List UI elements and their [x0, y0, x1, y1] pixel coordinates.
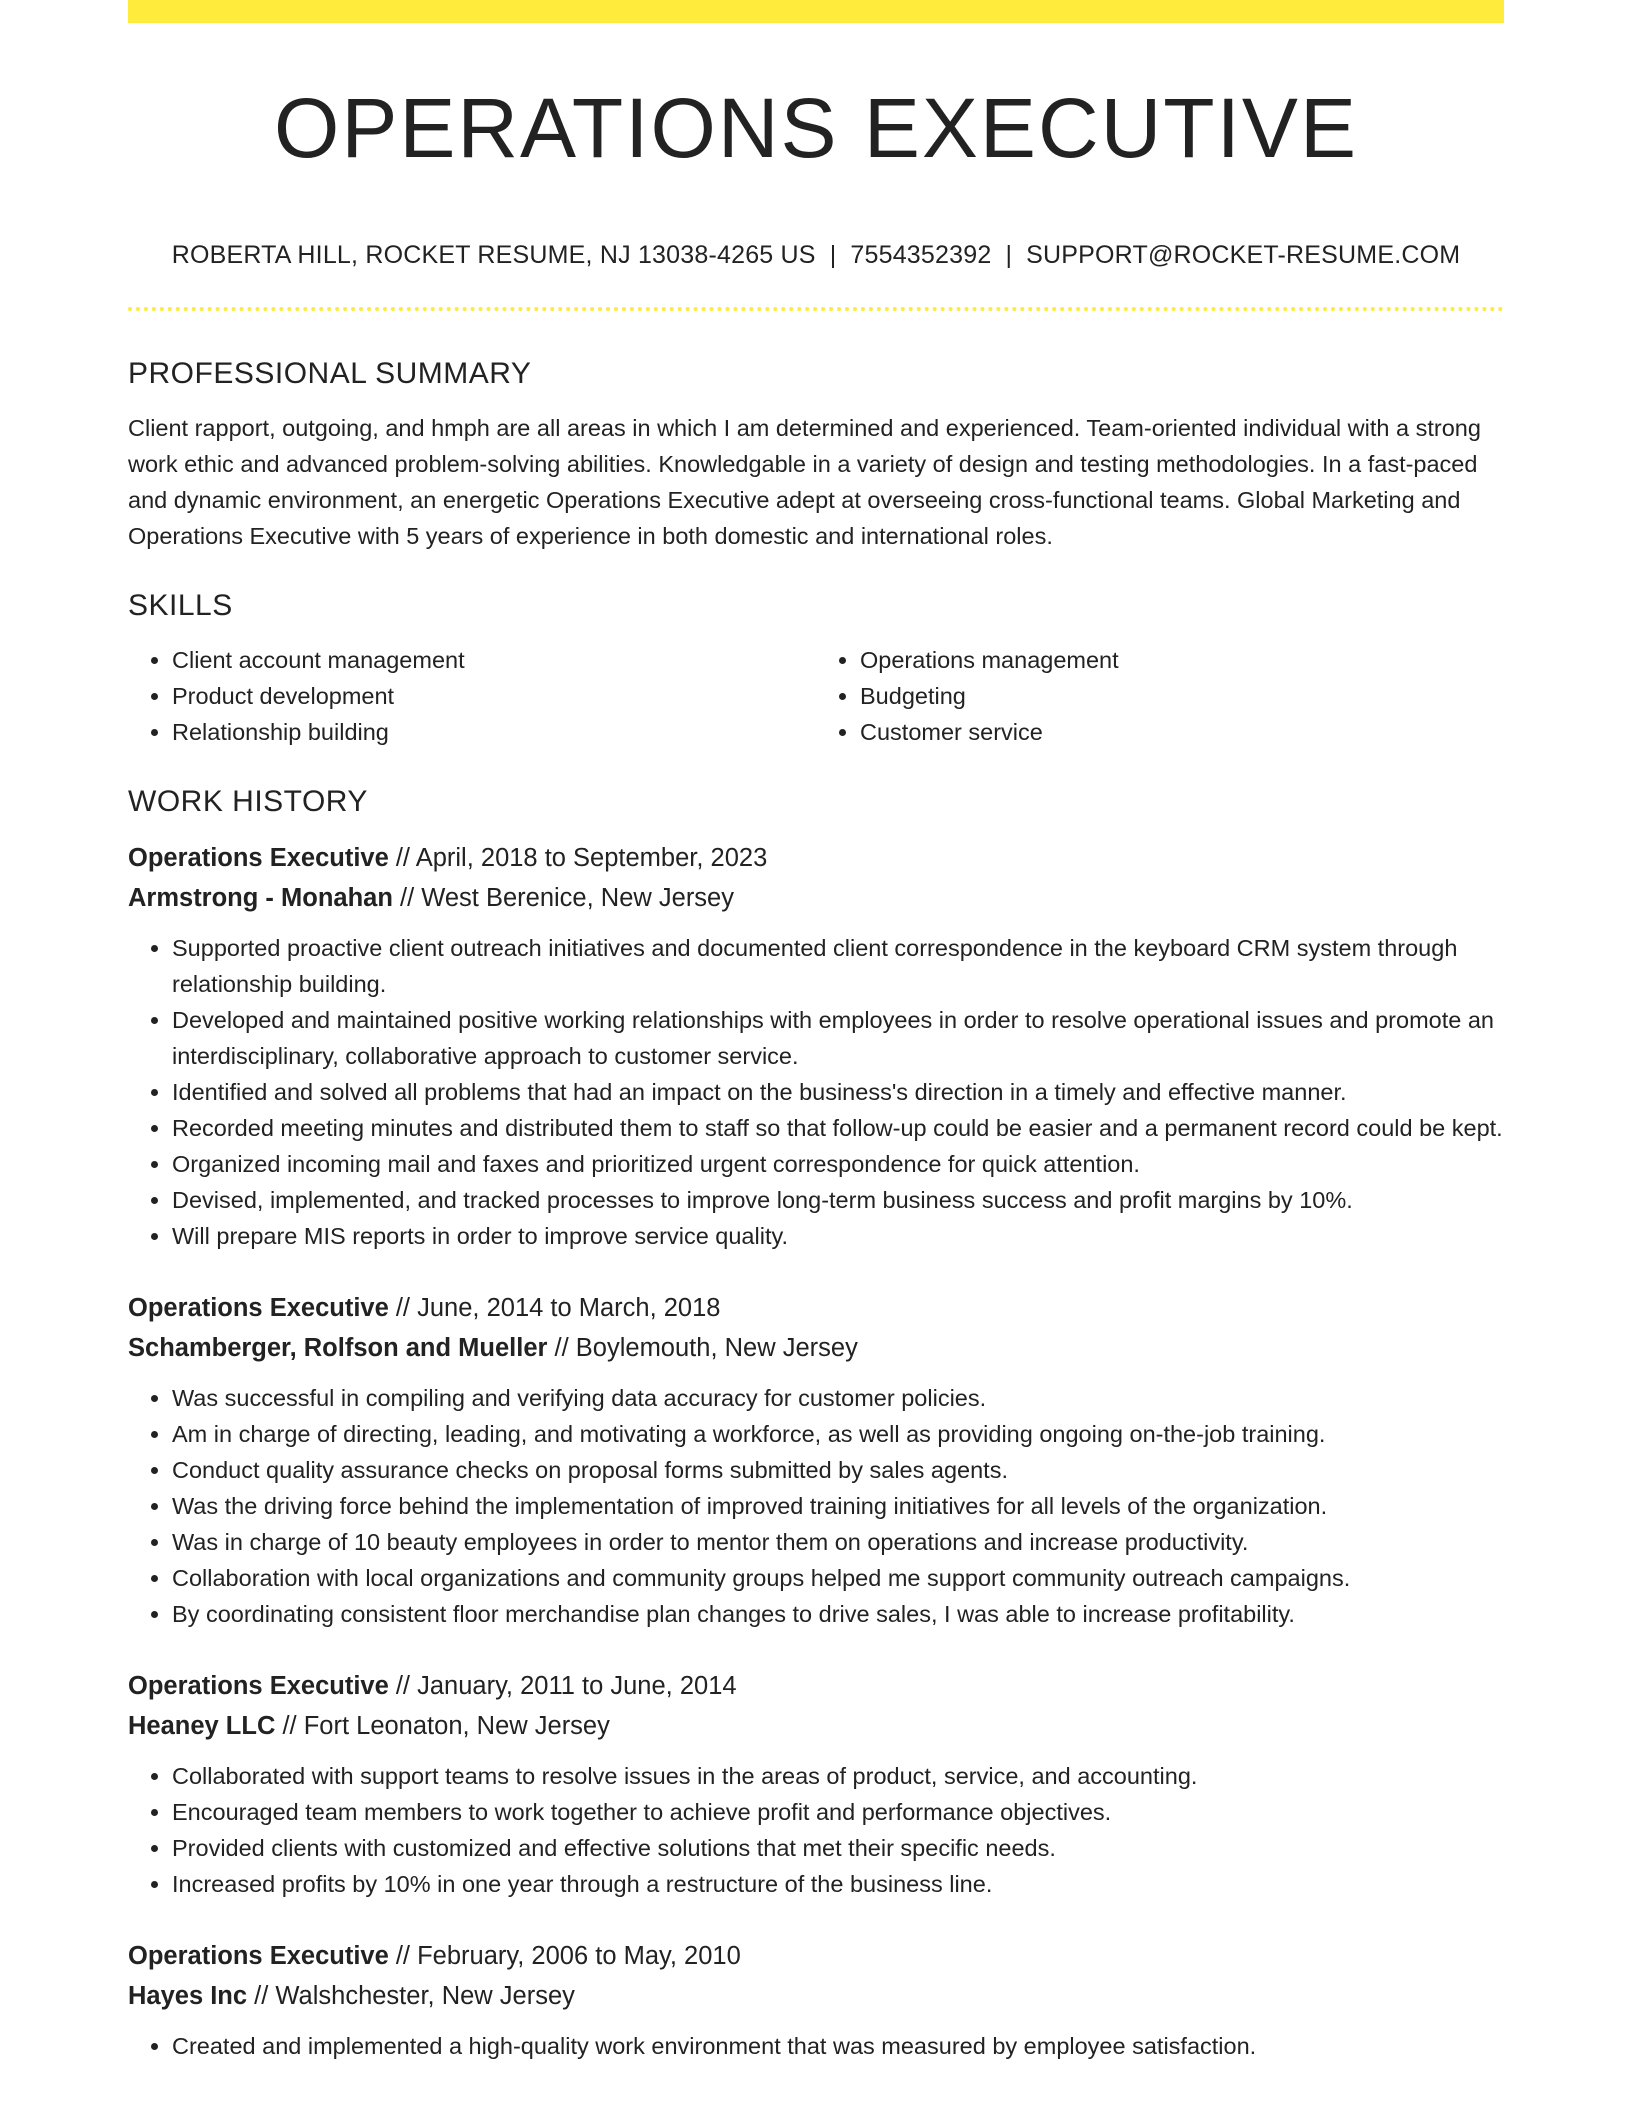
job-dates: February, 2006 to May, 2010 [417, 1942, 741, 1970]
job-bullet: • Increased profits by 10% in one year through a restructure of the business line. [172, 1866, 1504, 1902]
skills-list-right [816, 642, 1504, 750]
job-bullet: • Organized incoming mail and faxes and prioritized urgent correspondence for quick attention. [172, 1146, 1504, 1182]
job-bullet: • Devised, implemented, and tracked processes to improve long-term business success and profit margins by 10%. [172, 1182, 1504, 1218]
job-entry [128, 1936, 1504, 2064]
contact-separator: | [1005, 241, 1013, 269]
job-separator: // [388, 1942, 418, 1970]
job-separator: // [388, 844, 416, 872]
job-separator: // [547, 1334, 576, 1362]
job-bullet: • Provided clients with customized and effective solutions that met their specific needs. [172, 1830, 1504, 1866]
job-bullets [128, 2028, 1504, 2064]
contact-address: ROBERTA HILL, ROCKET RESUME, NJ 13038-4265 US [171, 241, 816, 269]
job-bullets [128, 930, 1504, 1254]
job-bullet: • Am in charge of directing, leading, and motivating a workforce, as well as providing ongoing on-the-job training. [172, 1416, 1504, 1452]
job-location: West Berenice, New Jersey [421, 884, 734, 912]
job-entry [128, 1288, 1504, 1632]
job-dates: June, 2014 to March, 2018 [417, 1294, 721, 1322]
job-bullet: • Collaboration with local organizations and community groups helped me support community outreach campaigns. [172, 1560, 1504, 1596]
job-bullet: • Supported proactive client outreach initiatives and documented client correspondence in the keyboard CRM system through relationship building. [172, 930, 1504, 1002]
job-entry [128, 1666, 1504, 1902]
job-bullet: • Was in charge of 10 beauty employees in order to mentor them on operations and increase productivity. [172, 1524, 1504, 1560]
job-separator: // [275, 1712, 304, 1740]
job-bullet: • Developed and maintained positive working relationships with employees in order to resolve operational issues and promote an interdisciplinary, collaborative approach to customer service. [172, 1002, 1504, 1074]
skills-list-left [128, 642, 816, 750]
job-bullet: • Created and implemented a high-quality work environment that was measured by employee satisfaction. [172, 2028, 1504, 2064]
skill-item: • Relationship building [172, 714, 816, 750]
job-title: Operations Executive [128, 1672, 389, 1700]
work-history-section [128, 780, 1504, 2064]
job-location: Walshchester, New Jersey [275, 1982, 575, 2010]
job-company-line [128, 1328, 1504, 1368]
job-company: Schamberger, Rolfson and Mueller [128, 1334, 548, 1362]
skill-item: • Operations management [860, 642, 1504, 678]
job-company-line [128, 1706, 1504, 1746]
job-bullet: • Conduct quality assurance checks on proposal forms submitted by sales agents. [172, 1452, 1504, 1488]
job-bullets [128, 1758, 1504, 1902]
job-bullet: • Identified and solved all problems that had an impact on the business's direction in a timely and effective manner. [172, 1074, 1504, 1110]
resume-sections [128, 352, 1504, 2064]
job-company-line [128, 878, 1504, 918]
job-title-line [128, 838, 1504, 878]
job-title: Operations Executive [128, 844, 389, 872]
job-location: Fort Leonaton, New Jersey [303, 1712, 610, 1740]
resume-title: OPERATIONS EXECUTIVE [274, 81, 1358, 175]
summary-text: Client rapport, outgoing, and hmph are all areas in which I am determined and experienced. Team-oriented individual with a strong work ethic and advanced problem-solving abilities. Knowledgable in a variety of design and testing methodologies. In a fast-paced and dynamic environment, an energetic Operations Executive adept at overseeing cross-functional teams. Global Marketing and Operations Executive with 5 years of experience in both domestic and international roles. [128, 415, 1481, 549]
skills-columns [128, 642, 1504, 750]
job-bullet: • Was the driving force behind the implementation of improved training initiatives for all levels of the organization. [172, 1488, 1504, 1524]
job-title-line [128, 1666, 1504, 1706]
job-dates: January, 2011 to June, 2014 [417, 1672, 737, 1700]
job-separator: // [247, 1982, 276, 2010]
job-title: Operations Executive [128, 1942, 389, 1970]
job-company: Hayes Inc [128, 1982, 248, 2010]
contact-email: SUPPORT@ROCKET-RESUME.COM [1026, 241, 1461, 269]
job-title-line [128, 1936, 1504, 1976]
job-company: Armstrong - Monahan [128, 884, 393, 912]
contact-separator: | [829, 241, 837, 269]
job-dates: April, 2018 to September, 2023 [415, 844, 768, 872]
job-company: Heaney LLC [128, 1712, 276, 1740]
contact-phone: 7554352392 [850, 241, 992, 269]
job-bullets [128, 1380, 1504, 1632]
skill-item: • Product development [172, 678, 816, 714]
skill-item: • Customer service [860, 714, 1504, 750]
skill-item: • Budgeting [860, 678, 1504, 714]
job-bullet: • Will prepare MIS reports in order to improve service quality. [172, 1218, 1504, 1254]
job-bullet: • By coordinating consistent floor merchandise plan changes to drive sales, I was able to increase profitability. [172, 1596, 1504, 1632]
job-separator: // [392, 884, 422, 912]
skills-section [128, 584, 1504, 750]
summary-heading: PROFESSIONAL SUMMARY [128, 357, 532, 390]
job-title: Operations Executive [128, 1294, 389, 1322]
skills-heading: SKILLS [128, 589, 233, 622]
skill-item: • Client account management [172, 642, 816, 678]
job-bullet: • Was successful in compiling and verifying data accuracy for customer policies. [172, 1380, 1504, 1416]
contact-line [128, 238, 1504, 272]
job-bullet: • Encouraged team members to work together to achieve profit and performance objectives. [172, 1794, 1504, 1830]
job-company-line [128, 1976, 1504, 2016]
job-title-line [128, 1288, 1504, 1328]
job-location: Boylemouth, New Jersey [575, 1334, 858, 1362]
job-separator: // [388, 1294, 418, 1322]
work-history-heading: WORK HISTORY [128, 785, 368, 818]
job-entry [128, 838, 1504, 1254]
job-bullet: • Recorded meeting minutes and distributed them to staff so that follow-up could be easier and a permanent record could be kept. [172, 1110, 1504, 1146]
top-accent-bar [128, 0, 1504, 23]
job-separator: // [388, 1672, 418, 1700]
summary-section [128, 352, 1504, 554]
dotted-divider [128, 307, 1504, 311]
job-bullet: • Collaborated with support teams to resolve issues in the areas of product, service, and accounting. [172, 1758, 1504, 1794]
